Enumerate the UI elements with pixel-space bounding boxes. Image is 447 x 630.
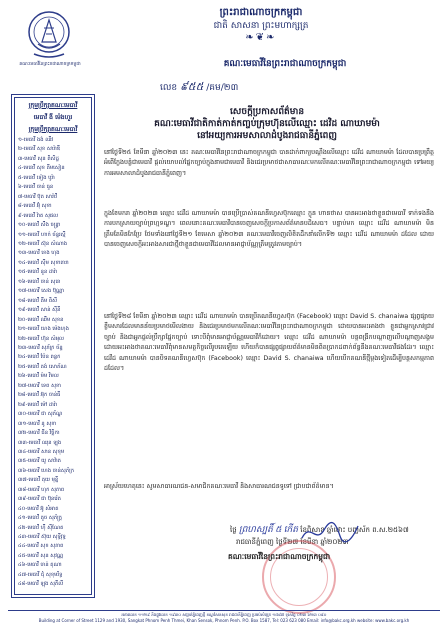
council-roster-sidebar bbox=[11, 94, 95, 598]
ornament-divider: ❧❦❧ bbox=[245, 32, 277, 43]
roster-member: ១១-មេធាវី ហាក់ ច័ន្ទរស្មី bbox=[18, 231, 66, 238]
date-rest: ខែពិសាខ ឆ្នាំថោះ បញ្ចស័ក ព.ស.២៥៦៧ bbox=[300, 526, 409, 534]
roster-member: ៣០-មេធាវី ជា សុភ័ណ្ឌ bbox=[18, 411, 63, 418]
letter-number-label: លេខ bbox=[160, 83, 178, 93]
press-release-title bbox=[102, 106, 432, 142]
letter-number bbox=[160, 80, 238, 96]
roster-member: ១៥-មេធាវី នួន ដារ៉ា bbox=[18, 269, 58, 276]
roster-president: មេធាវី ងី ម៉េងហួរ bbox=[33, 114, 73, 121]
paragraph-2: ក្នុងខែមករា ឆ្នាំ២០២៣ ឈ្មោះ ដេវីដ ណាឃាមម៉ា បានប្រើប្រាស់គណនីហ្វេសប៊ុកឈ្មោះ ក្លូន ហានថាស បានអះអាងថាខ្លួនជាមេធាវី ទាក់ទងនឹងការបកស្រាយច្បាប់ព្រហ្មទណ្ឌ។ ពេលនោះគណៈមេធាវីបានចេញសេចក្តីប្រកាសព័ត៌មានបដិសេធ។ បន្ទាប់មក ឈ្មោះ ដេវីដ ណាឃាមម៉ា មិនត្រឹមតែមិនកែប្រែ ថែមទាំងនៅថ្ងៃទី២១ ខែមេសា ឆ្នាំ២០២៣ គណៈមេធាវីចេញលិខិតដឹកនាំលើកទី២ ឈ្មោះ ដេវីដ ណាឃាមម៉ា ដដែល ដោយបានចេញសេចក្តីអះអាងសារជាថ្មីថាខ្លួនជាមេធាវីដែលមានអាជ្ញាប័ណ្ណត្រឹមត្រូវតាមច្បាប់។ bbox=[104, 210, 434, 249]
roster-member: ៤៧-មេធាវី ជុំ សុខុមរិទ្ធ bbox=[18, 571, 63, 578]
roster-member: ៤៦-មេធាវី ចាន់ គុណា bbox=[18, 562, 62, 569]
letter-number-value: ៩៥៥ bbox=[180, 81, 204, 93]
roster-member: ៤៥-មេធាវី សុន សុវណ្ណ bbox=[18, 552, 64, 559]
footer-line-english: Building at Corner of Street 1129 and 1930, Sangkat Phnom Penh Thmei, Khan Sensok, Phnom Penh. P.O. Box 1587, Tel: 023 623 080 Email: info@bakc.org.kh website: www.bakc.org.kh bbox=[38, 617, 410, 623]
roster-member: ២៤-មេធាវី ប៉ែន ពន្លក bbox=[18, 354, 61, 361]
roster-heading: ក្រុមប្រឹក្សាគណៈមេធាវី bbox=[28, 102, 78, 109]
roster-member: ៧-មេធាវី ប៊ុត សារ៉ាវី bbox=[18, 193, 58, 200]
roster-member: ៤-មេធាវី សុខ គីមសៀន bbox=[18, 165, 65, 172]
roster-member: ៣៥-មេធាវី យូ សាវ៉ាត bbox=[18, 458, 61, 465]
roster-member: ២១-មេធាវី ហេង ម៉េងហុង bbox=[18, 326, 69, 333]
roster-member: ៣២-មេធាវី ជីន វិច្ឆិកា bbox=[18, 430, 60, 437]
roster-member: ៩-មេធាវី វ៉ាត សុផល bbox=[18, 212, 59, 219]
date-handwritten: ព្រហស្បតិ៍ ៥ កើត bbox=[238, 524, 298, 534]
footer-address bbox=[8, 612, 440, 623]
roster-member: ៤៣-មេធាវី ស៊ុយ សុទ្ធីវុទ្ធ bbox=[18, 534, 66, 541]
paragraph-3: នៅថ្ងៃទី២៨ ខែមីនា ឆ្នាំ២០២៣ ឈ្មោះ ដេវីដ ណាឃាមម៉ា បានប្រើគណនីហ្វេសប៊ុក (Facebook) ឈ្មោះ David S. chanaiwa ផ្សព្វផ្សាយខ្លឹមសារដែលមានន័យប្រមាថមើលងាយ និងជេរប្រមាថមកលើគណៈមេធាវីនៃព្រះរាជាណាចក្រកម្ពុជា ដោយបានអះអាងថា ខ្លួនជាអ្នកស្រាវជ្រាវច្បាប់ និងជាអ្នកផ្តល់ប្រឹក្សាផ្នែកច្បាប់ ទោះបីពុំមានអាជ្ញាប័ណ្ណមេធាវីក៏ដោយ។ ឈ្មោះ ដេវីដ ណាឃាមម៉ា បន្តពង្រីកបណ្តាញលើបណ្តាញសង្គម ដោយអះអាងថាគណៈមេធាវីពុំមានសមត្ថកិច្ចលើរូបគេឡើយ ហើយក៏បានផ្សព្វផ្សាយព័ត៌មានមិនពិតប្រាកដពាក់ព័ន្ធនឹងគណៈមេធាវីផងដែរ។ ឈ្មោះ ដេវីដ ណាឃាមម៉ា បានបិទគណនីហ្វេសប៊ុក (Facebook) ឈ្មោះ David S. chanaiwa ហើយបើកគណនីថ្មីម្តងទៀតដើម្បីបន្តសកម្មភាពដដែល។ bbox=[104, 313, 434, 373]
roster-member: ៤១-មេធាវី គួច សុភ័ក្ត្រ bbox=[18, 515, 62, 522]
roster-member: ៣៨-មេធាវី ហុក សុភាព bbox=[18, 486, 65, 493]
roster-member: ៣៧-មេធាវី គុយ មុន្នី bbox=[18, 477, 59, 484]
roster-member: ២០-មេធាវី ឈឹម សុខន bbox=[18, 316, 64, 323]
roster-member: ៤៨-មេធាវី ឡុង សុភីលី bbox=[18, 581, 64, 588]
roster-member: ៤៤-មេធាវី សុខ សុភាព bbox=[18, 543, 64, 550]
roster-member: ៤២-មេធាវី ហ៊ឺ ស៊ីណែត bbox=[18, 524, 64, 531]
roster-member: ១៩-មេធាវី សាន់ ស៊ីនី bbox=[18, 307, 61, 314]
roster-member: ៣៦-មេធាវី ហេង ចាន់សុភ័ក្រ bbox=[18, 467, 74, 474]
kingdom-name: ព្រះរាជាណាចក្រកម្ពុជា bbox=[219, 7, 303, 18]
roster-member: ៥-មេធាវី ទៀង បូរ៉ា bbox=[18, 174, 55, 181]
roster-member: ១០-មេធាវី សឹង ចន្ទ្រា bbox=[18, 222, 61, 229]
roster-member: ១៦-មេធាវី ចាន់ សុធា bbox=[18, 278, 61, 285]
roster-member: ៣៩-មេធាវី ជា ប៊ុនរ៉េត bbox=[18, 496, 61, 503]
title-line-2: គណៈមេធាវីជាតិកាត់កាត់កញ្ចប់ក្រុមហ៊ុនលើឈ្មោះ ដេវិដ ណាឃាមម៉ា bbox=[154, 119, 380, 129]
roster-member: ៨-មេធាវី អ៊ុំ សុខា bbox=[18, 203, 52, 210]
roster-member: ២២-មេធាវី ហ៊ុន សំអុល bbox=[18, 335, 64, 342]
roster-member: ៣៤-មេធាវី សាន សុខុម bbox=[18, 448, 65, 455]
left-org-name: គណៈមេធាវីនៃព្រះរាជាណាចក្រកម្ពុជា bbox=[19, 62, 81, 67]
roster-member: ៣៣-មេធាវី ឈុន ឡុង bbox=[18, 439, 62, 446]
roster-inner-frame bbox=[14, 97, 92, 595]
roster-member: ៣១-មេធាវី នូ សុខា bbox=[18, 420, 57, 427]
roster-member: ៣-មេធាវី សុន ពិសិដ្ឋ bbox=[18, 155, 59, 162]
roster-member: ២៩-មេធាវី ម៉ៅ ដារ៉ា bbox=[18, 401, 58, 408]
date-label: ថ្ងៃ bbox=[230, 526, 237, 534]
national-motto: ជាតិ សាសនា ព្រះមហាក្សត្រ bbox=[213, 21, 309, 31]
council-title: គណៈមេធាវីនៃព្រះរាជាណាចក្រកម្ពុជា bbox=[223, 59, 347, 69]
roster-list bbox=[18, 136, 91, 590]
roster-member: ២៥-មេធាវី គង់ សោភ័ណ bbox=[18, 363, 67, 370]
bar-emblem-block bbox=[14, 8, 86, 78]
roster-member: ២៦-មេធាវី ម៉ម វិមល bbox=[18, 373, 59, 380]
letter-number-suffix: /គម/២៣ bbox=[206, 83, 239, 93]
roster-member: ២៨-មេធាវី អ៊ុក ចាន់ធី bbox=[18, 392, 61, 399]
gregorian-date-line: រាជធានីភ្នំពេញ ថ្ងៃទី២៧ ខែមីនា ឆ្នាំ២០២៣ bbox=[236, 538, 349, 546]
title-line-1: សេចក្តីប្រកាសព័ត៌មាន bbox=[229, 107, 305, 117]
signing-organization: គណៈមេធាវីនៃព្រះរាជាណាចក្រកម្ពុជា bbox=[228, 552, 331, 561]
roster-member: ២-មេធាវី សុខ សារ៉ាឌី bbox=[18, 146, 61, 153]
kingdom-header bbox=[196, 6, 326, 44]
paragraph-1: នៅថ្ងៃទី២៥ ខែមីនា ឆ្នាំ២០២៣ នេះ គណៈមេធាវីនៃព្រះរាជាណាចក្រកម្ពុជា បានដាក់ពាក្យបណ្តឹងលើឈ្មោះ ដេវីដ ណាឃាមម៉ា ដែលបានប្រព្រឹត្តអំពើក្លែងបន្លំជាមេធាវី ផ្តល់យោបល់ផ្នែកច្បាប់ក្នុងនាមជាមេធាវី និងជេរប្រមាថជាសាធារណៈមកលើគណៈមេធាវីនៃព្រះរាជាណាចក្រកម្ពុជា ទៅអយ្យការអមសាលាដំបូងរាជធានីភ្នំពេញ។ bbox=[104, 149, 434, 177]
roster-member: ១-មេធាវី ងង់ ឈីវ bbox=[18, 137, 54, 143]
footer-line-khmer: អគារលេខ ១១២៩ និងផ្លូវលេខ ១៩៣០ សង្កាត់ភ្នំពេញថ្មី ខណ្ឌសែនសុខ រាជធានីភ្នំពេញ ប្រអប់សំបុត្រ ១៥៨៧ ទូរស័ព្ទ ០២៣ ៦២៣ ០៨០ bbox=[121, 612, 327, 617]
roster-member: ២៣-មេធាវី សុភ័ក្រ ច័ន្ទ bbox=[18, 344, 63, 351]
roster-member: ១៣-មេធាវី ខេង ហុង bbox=[18, 250, 60, 257]
paragraph-4: អាស្រ័យហេតុនេះ សូមសាធារណជន-សមាជិកគណៈមេធាវី និងសាធារណជនទូទៅ ជ្រាបជាព័ត៌មាន។ bbox=[104, 483, 334, 490]
roster-member: ១៤-មេធាវី ស៊ីម សុខាតារា bbox=[18, 259, 69, 266]
roster-member: ១៨-មេធាវី គីម ពិសី bbox=[18, 297, 58, 304]
roster-member: ៤០-មេធាវី អ៊ូ សំអាត bbox=[18, 505, 59, 512]
footer-divider bbox=[8, 610, 440, 611]
roster-member: ២៧-មេធាវី ទេព សុខា bbox=[18, 382, 61, 389]
roster-member: ១២-មេធាវី ស៊ុន សំណាង bbox=[18, 240, 67, 247]
roster-member: ១៧-មេធាវី សេង ប៊ុណ្ណា bbox=[18, 288, 65, 295]
title-line-3: នៅអយ្យការអមសាលាដំបូងរាជធានីភ្នំពេញ bbox=[197, 131, 337, 141]
bar-emblem-icon bbox=[24, 8, 74, 60]
roster-member: ៦-មេធាវី ចាន់ ធួន bbox=[18, 184, 54, 191]
roster-subheading: ក្រុមប្រឹក្សាគណៈមេធាវី bbox=[28, 126, 78, 133]
